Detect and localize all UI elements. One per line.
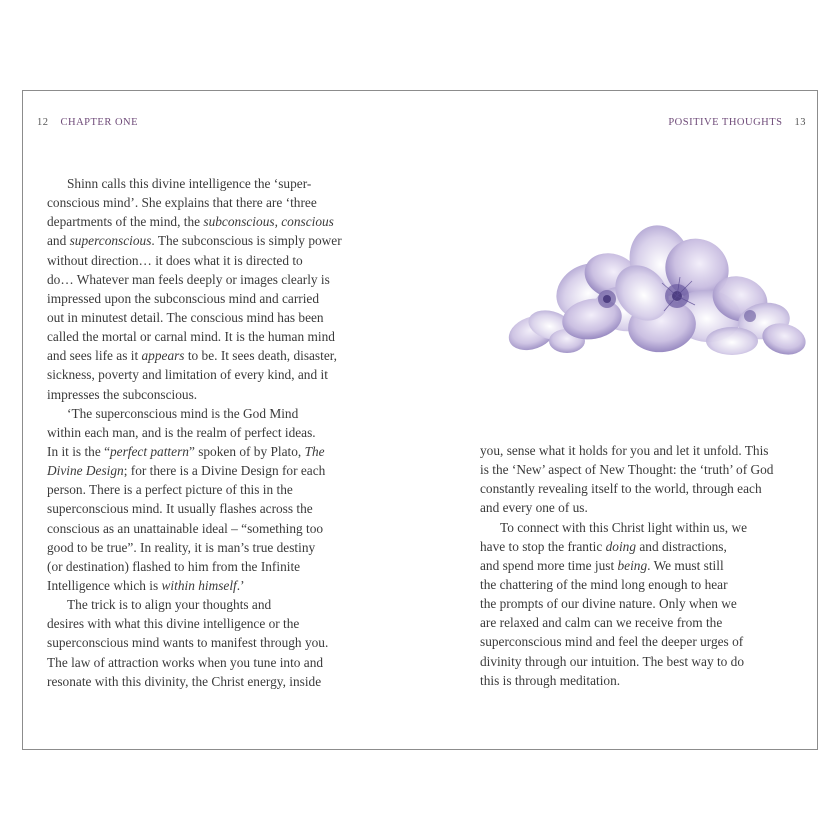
- italic-text: being: [617, 557, 648, 573]
- text-line: [47, 461, 392, 480]
- text-line: [47, 614, 392, 633]
- page-number-right: 13: [794, 117, 806, 128]
- text-line: [47, 442, 392, 461]
- italic-text: perfect pattern: [110, 443, 189, 459]
- italic-text: superconscious: [69, 233, 152, 249]
- text-run: ‘The superconscious mind is the God Mind: [67, 405, 299, 421]
- text-run: . The subconscious is simply power: [151, 233, 342, 249]
- text-run: and distractions,: [636, 538, 727, 554]
- text-line: [47, 519, 392, 538]
- italic-text: Divine Design: [47, 463, 124, 479]
- text-line: [480, 537, 820, 556]
- page-edge-left: [22, 91, 23, 749]
- text-run: divinity through our intuition. The best way to do: [480, 653, 745, 669]
- text-line: [47, 595, 392, 614]
- right-page-body: [480, 441, 820, 690]
- text-run: desires with what this divine intelligence or the: [47, 616, 300, 632]
- italic-text: doing: [605, 538, 637, 554]
- book-spread: [22, 90, 818, 750]
- running-head-right: [668, 117, 806, 128]
- text-line: [47, 193, 392, 212]
- text-run: is the ‘New’ aspect of New Thought: the ‘truth’ of God: [480, 462, 774, 478]
- text-line: [47, 270, 392, 289]
- italic-text: The: [304, 443, 325, 459]
- text-run: In it is the “: [47, 443, 110, 459]
- chapter-title: CHAPTER ONE: [60, 117, 139, 128]
- text-run: superconscious mind and feel the deeper urges of: [480, 634, 744, 650]
- text-run: person. There is a perfect picture of this in the: [47, 482, 293, 498]
- text-line: [47, 423, 392, 442]
- text-run: and sees life as it: [47, 348, 142, 364]
- text-run: Intelligence which is: [47, 577, 162, 593]
- text-run: superconscious mind. It usually flashes across the: [47, 501, 313, 517]
- text-run: conscious mind’. She explains that there are ‘three: [47, 195, 317, 211]
- text-run: impresses the subconscious.: [47, 386, 198, 402]
- section-title: POSITIVE THOUGHTS: [668, 117, 783, 128]
- italic-text: within himself: [161, 577, 237, 593]
- text-run: good to be true”. In reality, it is man’s true destiny: [47, 539, 316, 555]
- text-line: [47, 499, 392, 518]
- text-line: [480, 671, 820, 690]
- text-line: [47, 404, 392, 423]
- text-run: the prompts of our divine nature. Only when we: [480, 596, 737, 612]
- text-run: . We must still: [647, 557, 724, 573]
- text-line: [480, 594, 820, 613]
- text-run: without direction… it does what it is directed to: [47, 252, 303, 268]
- text-run: Shinn calls this divine intelligence the ‘super-: [67, 176, 312, 191]
- text-line: [480, 498, 820, 517]
- text-line: [47, 327, 392, 346]
- text-line: [480, 479, 820, 498]
- text-line: [480, 441, 820, 460]
- italic-text: conscious: [281, 214, 334, 230]
- text-run: superconscious mind wants to manifest through you.: [47, 635, 329, 651]
- text-run: conscious as an unattainable ideal – “something too: [47, 520, 324, 536]
- text-run: are relaxed and calm can we receive from the: [480, 615, 723, 631]
- text-run: and spend more time just: [480, 557, 618, 573]
- text-line: [47, 346, 392, 365]
- text-line: [480, 518, 820, 537]
- text-line: [47, 174, 392, 193]
- text-line: [47, 576, 392, 595]
- text-run: .’: [236, 577, 245, 593]
- text-run: within each man, and is the realm of perfect ideas.: [47, 424, 316, 440]
- text-run: To connect with this Christ light within us, we: [500, 519, 748, 535]
- text-run: this is through meditation.: [480, 672, 621, 688]
- text-run: impressed upon the subconscious mind and carried: [47, 290, 320, 306]
- text-line: [47, 633, 392, 652]
- text-line: [47, 538, 392, 557]
- text-line: [47, 212, 392, 231]
- text-line: [480, 460, 820, 479]
- italic-text: appears: [141, 348, 185, 364]
- page-number-left: 12: [37, 117, 49, 128]
- text-run: out in minutest detail. The conscious mind has been: [47, 309, 324, 325]
- text-line: [47, 385, 392, 404]
- text-line: [47, 672, 392, 691]
- text-run: ; for there is a Divine Design for each: [123, 463, 326, 479]
- text-run: to be. It sees death, disaster,: [184, 348, 338, 364]
- text-run: and: [47, 233, 70, 249]
- text-run: you, sense what it holds for you and let it unfold. This: [480, 443, 769, 458]
- text-line: [480, 575, 820, 594]
- text-line: [47, 365, 392, 384]
- text-run: ” spoken of by Plato,: [188, 443, 305, 459]
- text-line: [480, 556, 820, 575]
- text-run: the chattering of the mind long enough to hear: [480, 576, 728, 592]
- text-run: The law of attraction works when you tune into and: [47, 654, 324, 670]
- text-line: [47, 653, 392, 672]
- text-run: departments of the mind, the: [47, 214, 204, 230]
- text-run: The trick is to align your thoughts and: [67, 597, 272, 613]
- text-run: and every one of us.: [480, 500, 588, 516]
- text-run: have to stop the frantic: [480, 538, 606, 554]
- text-line: [480, 632, 820, 651]
- text-line: [47, 308, 392, 327]
- text-run: ,: [274, 214, 282, 230]
- text-line: [480, 613, 820, 632]
- text-run: resonate with this divinity, the Christ energy, inside: [47, 673, 322, 689]
- text-run: (or destination) flashed to him from the Infinite: [47, 558, 301, 574]
- text-run: called the mortal or carnal mind. It is the human mind: [47, 329, 335, 345]
- text-run: do… Whatever man feels deeply or images clearly is: [47, 271, 330, 287]
- text-line: [47, 557, 392, 576]
- text-line: [47, 480, 392, 499]
- text-line: [480, 652, 820, 671]
- text-run: sickness, poverty and limitation of every kind, and it: [47, 367, 328, 383]
- text-line: [47, 231, 392, 250]
- text-line: [47, 289, 392, 308]
- italic-text: subconscious: [203, 214, 275, 230]
- text-line: [47, 251, 392, 270]
- text-run: constantly revealing itself to the world, through each: [480, 481, 762, 497]
- flower-illustration: [492, 221, 812, 381]
- running-head-left: [37, 117, 138, 128]
- left-page-body: [47, 174, 392, 691]
